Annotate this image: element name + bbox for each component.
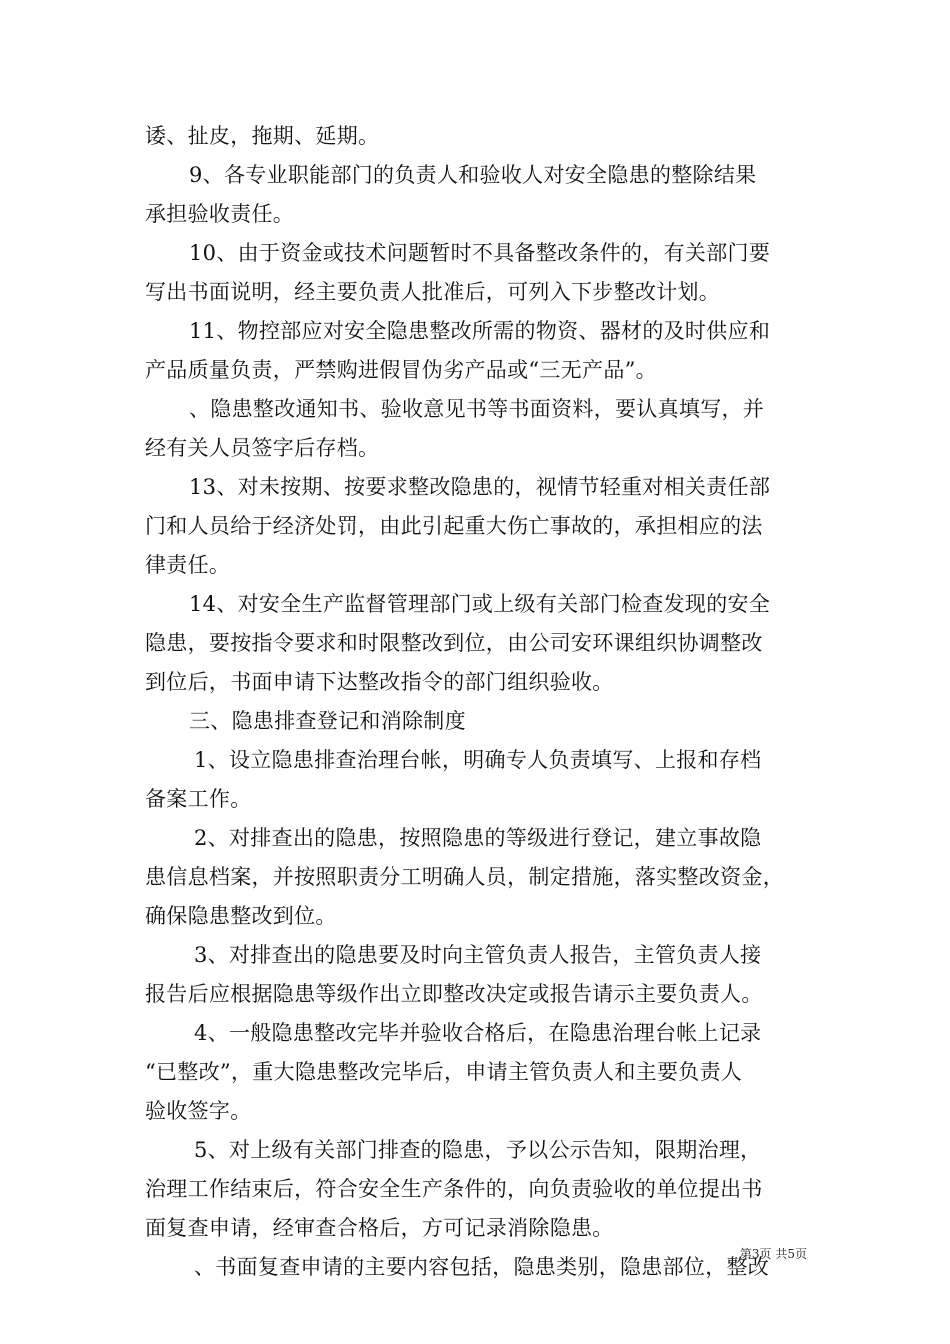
- text-line: 患信息档案，并按照职责分工明确人员，制定措施，落实整改资金，: [145, 865, 784, 889]
- text-line: 10、由于资金或技术问题暂时不具备整改条件的，有关部门要: [189, 241, 771, 265]
- text-line: 1、设立隐患排查治理台帐，明确专人负责填写、上报和存档: [194, 748, 762, 772]
- text-line: 治理工作结束后，符合安全生产条件的，向负责验收的单位提出书: [145, 1177, 763, 1201]
- section-heading: 三、隐患排查登记和消除制度: [189, 709, 466, 733]
- text-line: 14、对安全生产监督管理部门或上级有关部门检查发现的安全: [189, 592, 771, 616]
- text-line: 报告后应根据隐患等级作出立即整改决定或报告请示主要负责人。: [145, 982, 763, 1006]
- text-line: 承担验收责任。: [145, 202, 295, 226]
- text-line: 13、对未按期、按要求整改隐患的，视情节轻重对相关责任部: [189, 475, 771, 499]
- text-line: 2、对排查出的隐患，按照隐患的等级进行登记，建立事故隐: [194, 826, 762, 850]
- document-body: [145, 117, 815, 1287]
- page-number: 第3页 共5页: [739, 1247, 807, 1261]
- text-line: 5、对上级有关部门排查的隐患，予以公示告知，限期治理，: [194, 1138, 762, 1162]
- text-line: 写出书面说明，经主要负责人批准后，可列入下步整改计划。: [145, 280, 721, 304]
- text-line: 9、各专业职能部门的负责人和验收人对安全隐患的整除结果: [189, 163, 757, 187]
- text-line: 确保隐患整改到位。: [145, 904, 337, 928]
- text-line: 11、物控部应对安全隐患整改所需的物资、器材的及时供应和: [189, 319, 771, 343]
- text-line: 律责任。: [145, 553, 231, 577]
- text-line: 面复查申请，经审查合格后，方可记录消除隐患。: [145, 1216, 614, 1240]
- text-line: 经有关人员签字后存档。: [145, 436, 380, 460]
- text-line: 、隐患整改通知书、验收意见书等书面资料，要认真填写，并: [189, 397, 765, 421]
- text-line: “已整改”，重大隐患整改完毕后，申请主管负责人和主要负责人: [145, 1060, 743, 1084]
- text-line: 隐患，要按指令要求和时限整改到位，由公司安环课组织协调整改: [145, 631, 763, 655]
- text-line: 、书面复查申请的主要内容包括，隐患类别，隐患部位，整改: [194, 1255, 770, 1279]
- text-line: 诿、扯皮，拖期、延期。: [145, 124, 380, 148]
- text-line: 到位后，书面申请下达整改指令的部门组织验收。: [145, 670, 614, 694]
- text-line: 验收签字。: [145, 1099, 252, 1123]
- text-line: 产品质量负责，严禁购进假冒伪劣产品或“三无产品”。: [145, 358, 657, 382]
- text-line: 门和人员给于经济处罚，由此引起重大伤亡事故的，承担相应的法: [145, 514, 763, 538]
- text-line: 4、一般隐患整改完毕并验收合格后，在隐患治理台帐上记录: [194, 1021, 762, 1045]
- text-line: 3、对排查出的隐患要及时向主管负责人报告，主管负责人接: [194, 943, 762, 967]
- text-line: 备案工作。: [145, 787, 252, 811]
